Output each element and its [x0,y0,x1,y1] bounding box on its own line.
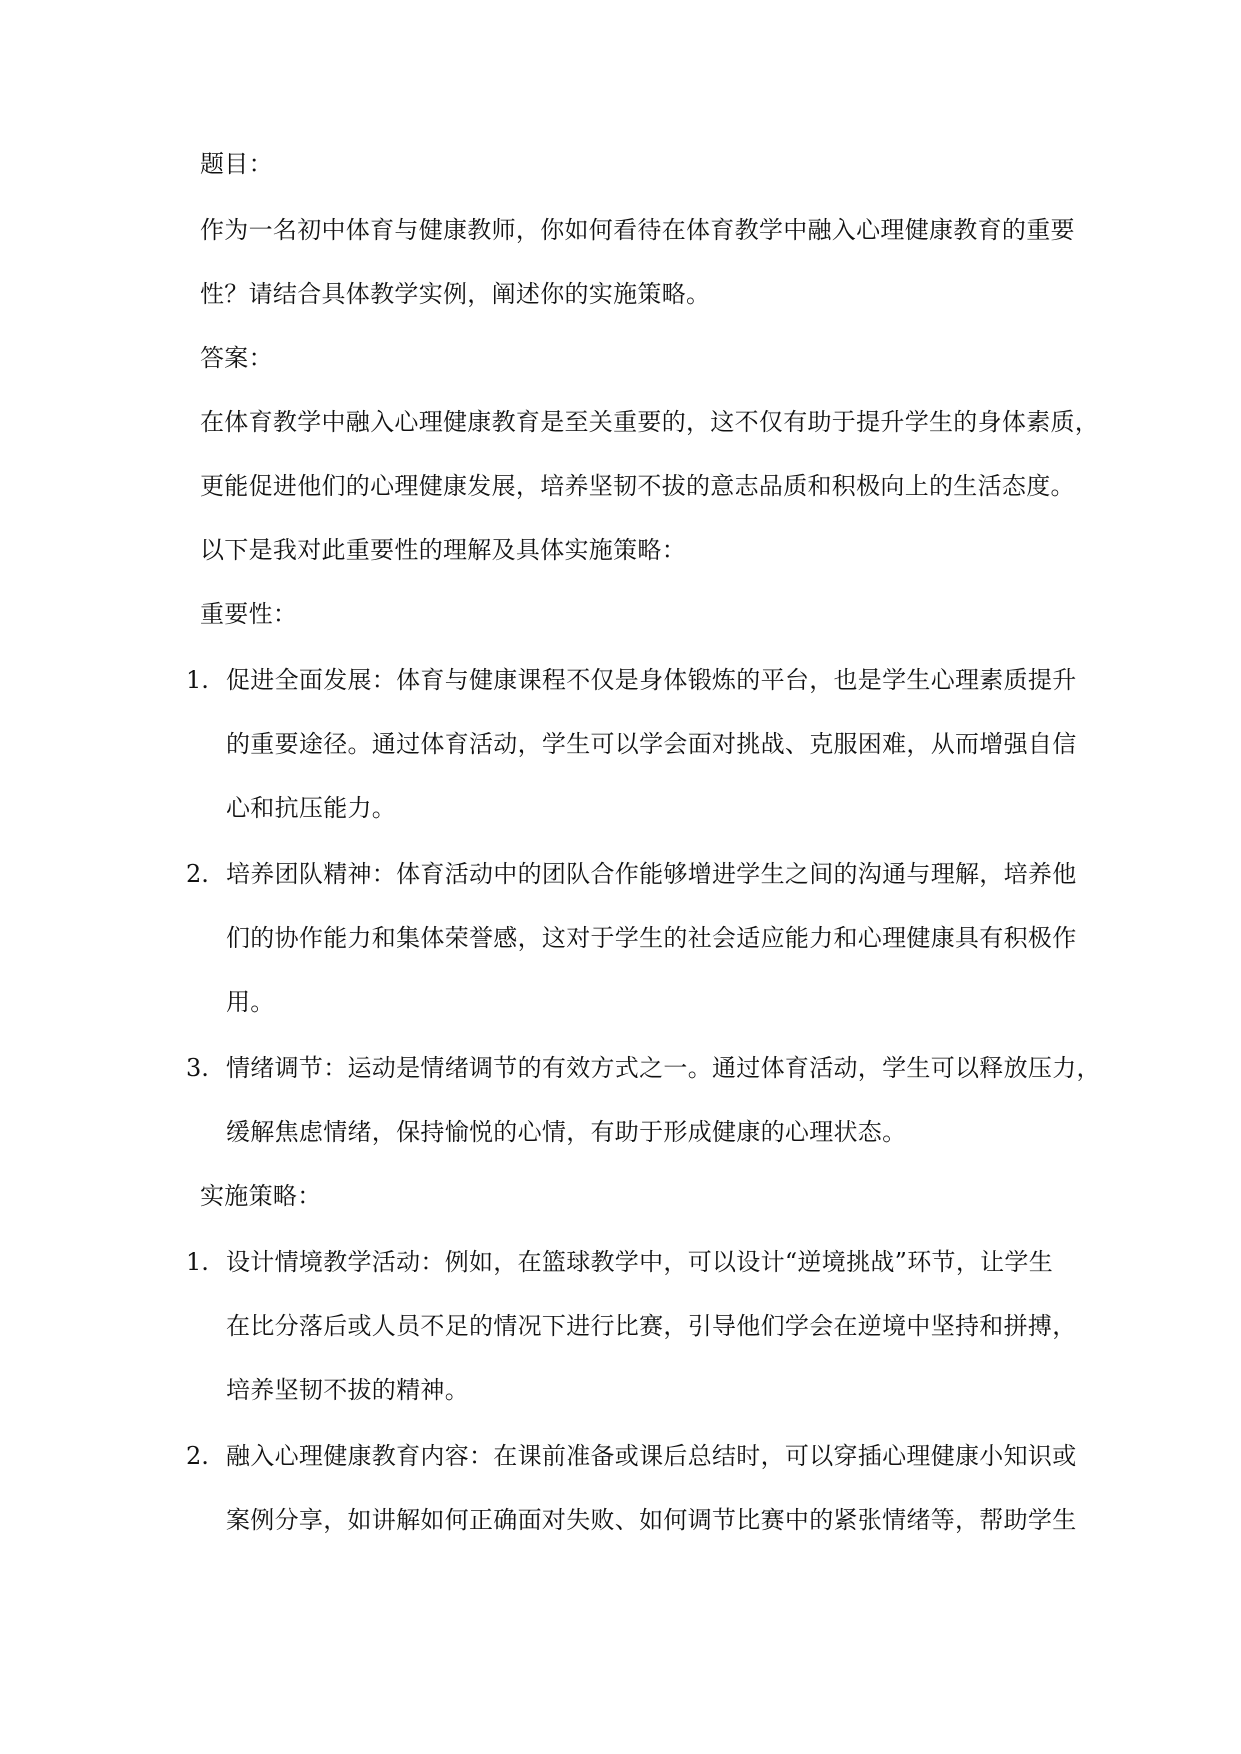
question-line-1: 作为一名初中体育与健康教师，你如何看待在体育教学中融入心理健康教育的重要 [200,216,1075,244]
importance-item-line: 促进全面发展：体育与健康课程不仅是身体锻炼的平台，也是学生心理素质提升 [226,666,1077,694]
strategy-item-line: 融入心理健康教育内容：在课前准备或课后总结时，可以穿插心理健康小知识或 [226,1442,1077,1470]
intro-line-3: 以下是我对此重要性的理解及具体实施策略： [200,536,686,564]
importance-item-number: 1. [186,666,209,694]
importance-item-line: 缓解焦虑情绪，保持愉悦的心情，有助于形成健康的心理状态。 [226,1118,907,1146]
strategy-item-line: 设计情境教学活动：例如，在篮球教学中，可以设计“逆境挑战”环节，让学生 [226,1248,1054,1276]
importance-item-line: 的重要途径。通过体育活动，学生可以学会面对挑战、克服困难，从而增强自信 [226,730,1077,758]
intro-line-1: 在体育教学中融入心理健康教育是至关重要的，这不仅有助于提升学生的身体素质， [200,408,1100,436]
strategy-item-line: 在比分落后或人员不足的情况下进行比赛，引导他们学会在逆境中坚持和拼搏， [226,1312,1077,1340]
importance-item-line: 们的协作能力和集体荣誉感，这对于学生的社会适应能力和心理健康具有积极作 [226,924,1077,952]
answer-label: 答案： [200,344,273,372]
importance-item-line: 培养团队精神：体育活动中的团队合作能够增进学生之间的沟通与理解，培养他 [226,860,1077,888]
strategy-item-number: 1. [186,1248,209,1276]
importance-item-line: 用。 [226,988,275,1016]
strategy-label: 实施策略： [200,1182,322,1210]
intro-line-2: 更能促进他们的心理健康发展，培养坚韧不拔的意志品质和积极向上的生活态度。 [200,472,1075,500]
strategy-item-line: 培养坚韧不拔的精神。 [226,1376,469,1404]
importance-item-line: 心和抗压能力。 [226,794,397,822]
importance-item-number: 2. [186,860,209,888]
importance-item-line: 情绪调节：运动是情绪调节的有效方式之一。通过体育活动，学生可以释放压力， [226,1054,1101,1082]
strategy-item-number: 2. [186,1442,209,1470]
question-line-2: 性？请结合具体教学实例，阐述你的实施策略。 [200,280,711,308]
strategy-item-line: 案例分享，如讲解如何正确面对失败、如何调节比赛中的紧张情绪等，帮助学生 [226,1506,1077,1534]
importance-label: 重要性： [200,600,298,628]
question-label: 题目： [200,150,273,178]
importance-item-number: 3. [186,1054,209,1082]
